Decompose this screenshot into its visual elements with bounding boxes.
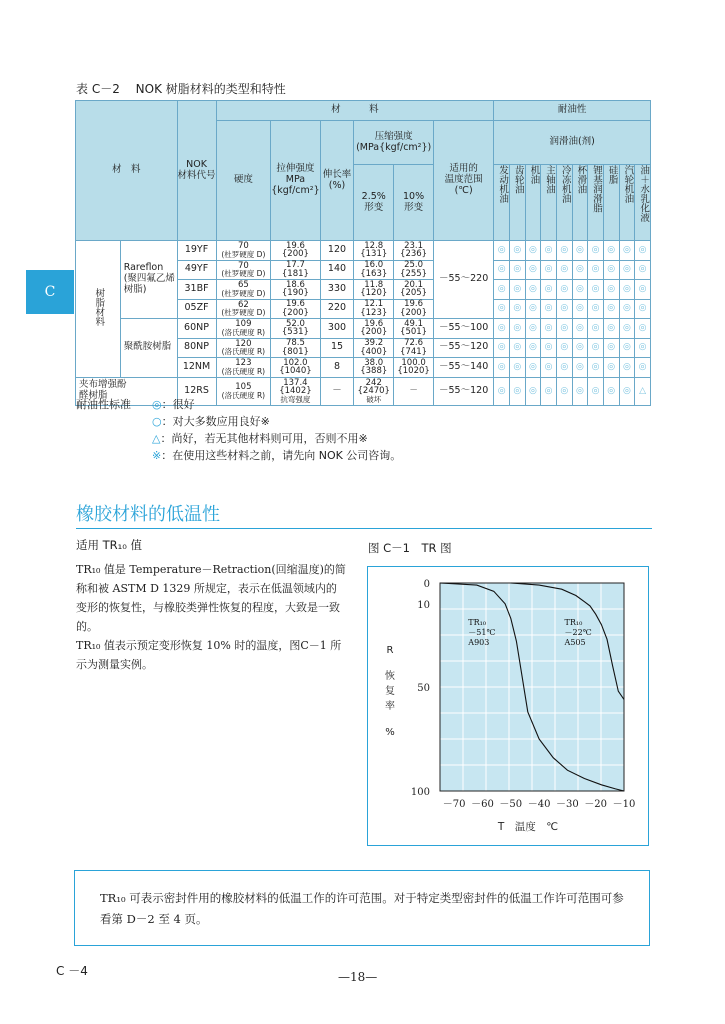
x-tick-label: －60: [471, 799, 494, 810]
hardness-cell: 109 (洛氏硬度 R): [216, 319, 271, 339]
temp-range-cell: －55～220: [433, 241, 493, 319]
oil-rating-cell: ◎: [588, 319, 604, 339]
compress25-cell: 11.8 {120}: [354, 280, 394, 300]
compress10-cell: 19.6 {200}: [394, 299, 434, 319]
y-axis-label: 率: [385, 701, 395, 712]
material-group-name: Rareflon (聚四氟乙烯 树脂): [120, 241, 177, 319]
oil-rating-cell: ◎: [541, 338, 557, 358]
oil-rating-cell: ◎: [572, 241, 588, 261]
compress25-cell: 39.2 {400}: [354, 338, 394, 358]
oil-rating-cell: ◎: [509, 319, 525, 339]
compress10-cell: 49.1 {501}: [394, 319, 434, 339]
header-lubricant: 润滑油(剂): [494, 121, 651, 165]
oil-rating-cell: ◎: [509, 241, 525, 261]
x-tick-label: －20: [584, 799, 608, 810]
page-number: —18—: [338, 970, 378, 984]
oil-rating-cell: ◎: [509, 377, 525, 405]
hardness-cell: 70 (杜罗硬度 D): [216, 260, 271, 280]
category-cell: 树脂材料: [76, 241, 121, 378]
header-oil-silicone: 硅脂: [603, 165, 619, 241]
hardness-cell: 62 (杜罗硬度 D): [216, 299, 271, 319]
y-axis-label: 恢: [385, 671, 395, 682]
legend-item: ○：对大多数应用良好※: [152, 415, 270, 428]
legend-item: △：尚好，若无其他材料则可用，否则不用※: [152, 432, 368, 445]
elongation-cell: 330: [320, 280, 354, 300]
oil-rating-cell: ◎: [525, 299, 541, 319]
material-code: 31BF: [177, 280, 216, 300]
header-oil-resistance: 耐油性: [494, 101, 651, 121]
series-annotation: －22℃: [564, 628, 592, 637]
material-code: 12RS: [177, 377, 216, 405]
elongation-cell: 220: [320, 299, 354, 319]
oil-rating-cell: ◎: [525, 260, 541, 280]
legend-list: [152, 396, 401, 464]
temp-range-cell: －55～100: [433, 319, 493, 339]
y-tick-label: 0: [423, 579, 430, 590]
header-oil-spindle: 主轴油: [541, 165, 557, 241]
resin-material-table: [75, 100, 651, 406]
compress10-cell: －: [394, 377, 434, 405]
oil-rating-cell: ◎: [635, 299, 651, 319]
oil-rating-cell: ◎: [619, 377, 635, 405]
material-group-name: 聚酰胺树脂: [120, 319, 177, 378]
oil-rating-cell: ◎: [603, 260, 619, 280]
header-materials-group: 材 料: [216, 101, 494, 121]
oil-rating-cell: ◎: [541, 260, 557, 280]
page-section-label: C －4: [56, 964, 88, 978]
header-oil-engine: 发动机油: [494, 165, 510, 241]
compress25-cell: 38.0 {388}: [354, 358, 394, 378]
table-body: [76, 241, 651, 406]
oil-rating-cell: ◎: [494, 241, 510, 261]
oil-rating-cell: ◎: [603, 241, 619, 261]
table-row: [76, 319, 651, 339]
oil-rating-cell: ◎: [572, 377, 588, 405]
oil-rating-cell: ◎: [619, 260, 635, 280]
oil-rating-cell: ◎: [635, 241, 651, 261]
x-tick-label: －40: [527, 799, 551, 810]
oil-rating-cell: ◎: [541, 280, 557, 300]
compress25-cell: 16.0 {163}: [354, 260, 394, 280]
oil-rating-cell: ◎: [494, 299, 510, 319]
header-code: NOK 材料代号: [177, 101, 216, 241]
oil-rating-cell: ◎: [509, 299, 525, 319]
oil-rating-cell: ◎: [588, 280, 604, 300]
oil-rating-cell: ◎: [619, 280, 635, 300]
oil-rating-cell: ◎: [635, 319, 651, 339]
oil-rating-cell: ◎: [509, 358, 525, 378]
oil-rating-cell: ◎: [556, 241, 572, 261]
material-code: 12NM: [177, 358, 216, 378]
compress10-cell: 72.6 {741}: [394, 338, 434, 358]
oil-rating-cell: ◎: [619, 358, 635, 378]
tensile-cell: 19.6 {200}: [271, 299, 320, 319]
section-title: 橡胶材料的低温性: [76, 504, 220, 525]
hardness-cell: 65 (杜罗硬度 D): [216, 280, 271, 300]
oil-rating-cell: ◎: [494, 377, 510, 405]
tensile-cell: 102.0 {1040}: [271, 358, 320, 378]
oil-rating-cell: ◎: [588, 299, 604, 319]
compress10-cell: 20.1 {205}: [394, 280, 434, 300]
hardness-cell: 123 (洛氏硬度 R): [216, 358, 271, 378]
oil-rating-cell: ◎: [572, 280, 588, 300]
legend-item: ※：在使用这些材料之前，请先向 NOK 公司咨询。: [152, 449, 402, 462]
section-divider: [76, 528, 652, 529]
tensile-cell: 52.0 {531}: [271, 319, 320, 339]
oil-rating-cell: ◎: [494, 338, 510, 358]
material-code: 05ZF: [177, 299, 216, 319]
oil-rating-cell: ◎: [588, 260, 604, 280]
tensile-cell: 78.5 {801}: [271, 338, 320, 358]
temp-range-cell: －55～120: [433, 377, 493, 405]
legend-title: 耐油性标准: [76, 398, 131, 411]
elongation-cell: 8: [320, 358, 354, 378]
oil-rating-cell: ◎: [603, 319, 619, 339]
oil-rating-cell: ◎: [525, 358, 541, 378]
table-row: [76, 241, 651, 261]
compress25-cell: 12.1 {123}: [354, 299, 394, 319]
series-annotation: A505: [564, 638, 586, 647]
oil-rating-cell: ◎: [603, 299, 619, 319]
x-tick-label: －70: [442, 799, 466, 810]
compress25-cell: 12.8 {131}: [354, 241, 394, 261]
oil-rating-cell: ◎: [556, 299, 572, 319]
y-axis-label: %: [385, 727, 395, 738]
oil-rating-cell: ◎: [556, 358, 572, 378]
x-tick-label: －50: [499, 799, 523, 810]
material-code: 60NP: [177, 319, 216, 339]
header-oil-cup: 杯滑油: [572, 165, 588, 241]
x-axis-label: T 温度 ℃: [497, 821, 559, 833]
oil-rating-cell: ◎: [556, 319, 572, 339]
elongation-cell: －: [320, 377, 354, 405]
x-tick-label: －30: [556, 799, 579, 810]
oil-rating-cell: ◎: [588, 358, 604, 378]
header-compress-25: 2.5% 形变: [354, 165, 394, 241]
oil-rating-cell: ◎: [572, 358, 588, 378]
header-hardness: 硬度: [216, 121, 271, 241]
oil-rating-cell: ◎: [619, 241, 635, 261]
header-oil-emulsion: 油＋水乳化液: [635, 165, 651, 241]
series-annotation: TR₁₀: [564, 618, 583, 627]
header-oil-lithium: 锂基润滑脂: [588, 165, 604, 241]
oil-rating-cell: ◎: [588, 241, 604, 261]
oil-rating-cell: ◎: [556, 377, 572, 405]
series-annotation: TR₁₀: [468, 618, 487, 627]
oil-rating-cell: ◎: [494, 358, 510, 378]
compress25-cell: 19.6 {200}: [354, 319, 394, 339]
header-oil-turbine: 汽轮机油: [619, 165, 635, 241]
oil-rating-cell: ◎: [635, 260, 651, 280]
header-compression: 压缩强度 (MPa{kgf/cm²}): [354, 121, 434, 165]
oil-rating-cell: ◎: [556, 280, 572, 300]
header-oil-machine: 机油: [525, 165, 541, 241]
x-tick-label: －10: [612, 799, 636, 810]
oil-rating-cell: ◎: [603, 377, 619, 405]
header-compress-10: 10% 形变: [394, 165, 434, 241]
elongation-cell: 120: [320, 241, 354, 261]
tr-chart: [368, 567, 650, 847]
oil-rating-cell: ◎: [572, 299, 588, 319]
elongation-cell: 140: [320, 260, 354, 280]
oil-rating-cell: ◎: [541, 241, 557, 261]
header-oil-refrigerator: 冷冻机油: [556, 165, 572, 241]
oil-rating-cell: ◎: [635, 338, 651, 358]
oil-rating-cell: ◎: [572, 260, 588, 280]
material-code: 49YF: [177, 260, 216, 280]
y-axis-label: 复: [385, 686, 395, 697]
temp-range-cell: －55～120: [433, 338, 493, 358]
paragraph: TR₁₀ 值表示预定变形恢复 10% 时的温度，图C－1 所示为测量实例。: [76, 639, 342, 671]
sub-heading: 适用 TR₁₀ 值: [76, 538, 143, 552]
figure-frame: [367, 566, 649, 846]
oil-rating-cell: ◎: [619, 319, 635, 339]
tensile-cell: 18.6 {190}: [271, 280, 320, 300]
y-tick-label: 50: [417, 683, 430, 694]
oil-rating-cell: ◎: [541, 319, 557, 339]
oil-rating-cell: ◎: [556, 260, 572, 280]
header-material: 材 料: [76, 101, 178, 241]
header-tensile: 拉伸强度 MPa {kgf/cm²}: [271, 121, 320, 241]
temp-range-cell: －55～140: [433, 358, 493, 378]
oil-rating-cell: ◎: [541, 299, 557, 319]
header-elongation: 伸长率 (%): [320, 121, 354, 241]
note-text: TR₁₀ 可表示密封件用的橡胶材料的低温工作的许可范围。对于特定类型密封件的低温工作许可范围可参看第 D－2 至 4 页。: [100, 891, 624, 926]
y-axis-label: R: [386, 645, 394, 656]
oil-rating-cell: ◎: [509, 338, 525, 358]
oil-rating-cell: ◎: [494, 280, 510, 300]
legend-item: ◎：很好: [152, 398, 195, 411]
oil-rating-cell: ◎: [541, 358, 557, 378]
material-group-name: 夹布增强酚 醛树脂: [76, 377, 178, 405]
oil-rating-cell: ◎: [525, 280, 541, 300]
oil-rating-cell: ◎: [572, 338, 588, 358]
tensile-cell: 17.7 {181}: [271, 260, 320, 280]
elongation-cell: 15: [320, 338, 354, 358]
y-tick-label: 100: [410, 787, 430, 798]
compress25-cell: 242 {2470} 破坏: [354, 377, 394, 405]
oil-rating-cell: ◎: [619, 299, 635, 319]
series-annotation: A903: [468, 638, 490, 647]
elongation-cell: 300: [320, 319, 354, 339]
series-annotation: －51℃: [468, 628, 496, 637]
oil-rating-cell: ◎: [635, 280, 651, 300]
table-title: 表 C－2 NOK 树脂材料的类型和特性: [76, 82, 286, 96]
oil-rating-cell: ◎: [588, 338, 604, 358]
oil-rating-cell: ◎: [525, 377, 541, 405]
hardness-cell: 105 (洛氏硬度 R): [216, 377, 271, 405]
header-oil-gear: 齿轮油: [509, 165, 525, 241]
oil-rating-cell: ◎: [494, 260, 510, 280]
material-code: 19YF: [177, 241, 216, 261]
tensile-cell: 19.6 {200}: [271, 241, 320, 261]
compress10-cell: 23.1 {236}: [394, 241, 434, 261]
oil-rating-cell: ◎: [603, 338, 619, 358]
oil-rating-cell: ◎: [556, 338, 572, 358]
oil-rating-cell: ◎: [509, 260, 525, 280]
oil-rating-cell: △: [635, 377, 651, 405]
oil-rating-cell: ◎: [635, 358, 651, 378]
oil-rating-cell: ◎: [525, 338, 541, 358]
oil-rating-cell: ◎: [603, 280, 619, 300]
compress10-cell: 25.0 {255}: [394, 260, 434, 280]
oil-rating-cell: ◎: [619, 338, 635, 358]
tensile-cell: 137.4 {1402} 抗弯强度: [271, 377, 320, 405]
material-code: 80NP: [177, 338, 216, 358]
oil-rating-cell: ◎: [509, 280, 525, 300]
y-tick-label: 10: [417, 599, 430, 611]
compress10-cell: 100.0 {1020}: [394, 358, 434, 378]
section-tab: C: [26, 270, 74, 314]
paragraph: TR₁₀ 值是 Temperature－Retraction(回缩温度)的简称和被 ASTM D 1329 所规定，表示在低温领域内的变形的恢复性，与橡胶类弹性恢复的程度，大致是一致的。: [76, 563, 346, 633]
header-temp-range: 适用的 温度范围 (℃): [433, 121, 493, 241]
oil-rating-cell: ◎: [588, 377, 604, 405]
oil-rating-cell: ◎: [572, 319, 588, 339]
oil-rating-cell: ◎: [525, 319, 541, 339]
hardness-cell: 120 (洛氏硬度 R): [216, 338, 271, 358]
figure-title: 图 C－1 TR 图: [368, 541, 452, 555]
oil-rating-cell: ◎: [525, 241, 541, 261]
oil-rating-cell: ◎: [494, 319, 510, 339]
hardness-cell: 70 (杜罗硬度 D): [216, 241, 271, 261]
oil-rating-cell: ◎: [603, 358, 619, 378]
oil-rating-cell: ◎: [541, 377, 557, 405]
